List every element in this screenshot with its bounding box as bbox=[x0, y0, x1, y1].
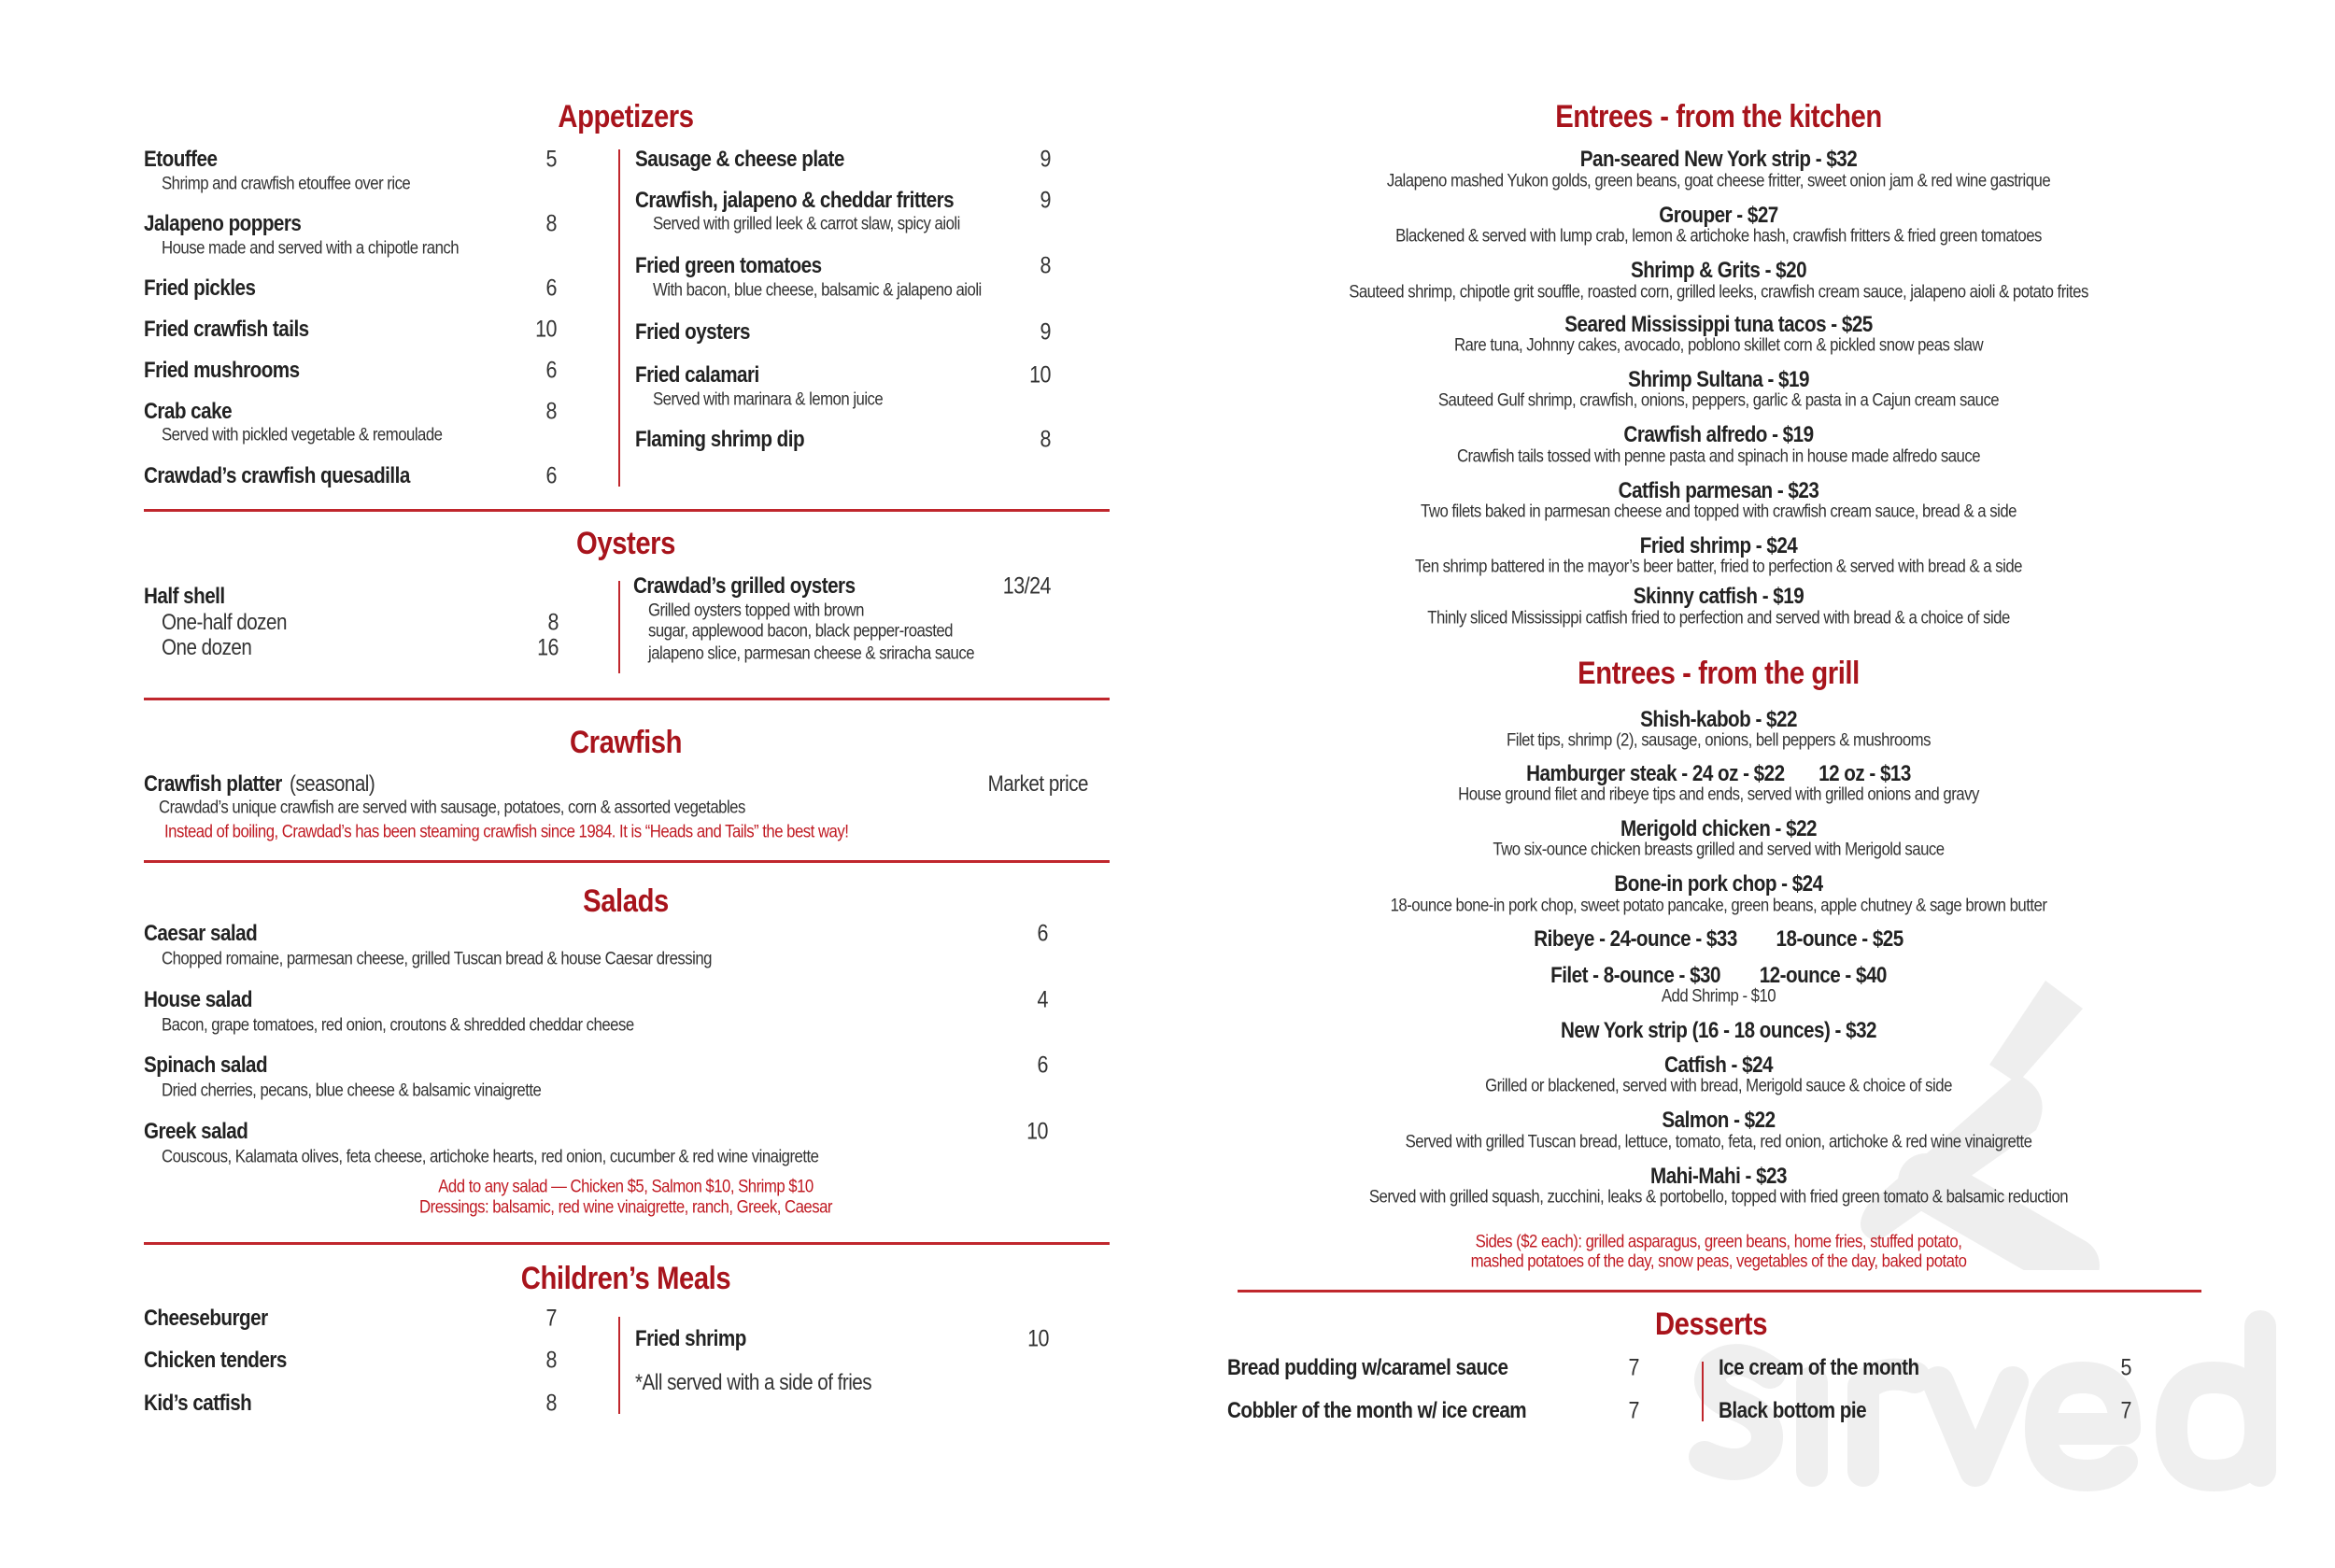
entree-description: 18-ounce bone-in pork chop, sweet potato pancake, green beans, apple chutney & sage brown butter bbox=[1390, 894, 2047, 915]
menu-item-price: 8 bbox=[1040, 252, 1052, 279]
menu-item-name: Etouffee bbox=[143, 147, 218, 173]
entree-description: Served with grilled squash, zucchini, leaks & portobello, topped with fried green tomato & balsamic reduction bbox=[1368, 1186, 2068, 1208]
dessert-price: 7 bbox=[1628, 1354, 1639, 1381]
section-divider bbox=[144, 698, 1110, 700]
entree-description: Crawfish tails tossed with penne pasta and spinach in house made alfredo sauce bbox=[1456, 445, 1980, 467]
menu-item-description: sugar, applewood bacon, black pepper-roasted bbox=[647, 620, 953, 642]
menu-item-description: Crawdad’s unique crawfish are served with sausage, potatoes, corn & assorted vegetables bbox=[158, 797, 745, 818]
entree-name: Seared Mississippi tuna tacos - $25 bbox=[1564, 311, 1873, 337]
menu-item-price: 6 bbox=[545, 462, 558, 489]
option-price: 8 bbox=[547, 609, 559, 636]
salad-note: Dressings: balsamic, red wine vinaigrette, ranch, Greek, Caesar bbox=[418, 1196, 832, 1218]
entree-name: Hamburger steak - 24 oz - $22 12 oz - $13 bbox=[1525, 760, 1911, 786]
menu-item-name: Kid’s catfish bbox=[143, 1391, 252, 1417]
menu-item-name: Flaming shrimp dip bbox=[634, 427, 804, 453]
entree-name: Pan-seared New York strip - $32 bbox=[1579, 147, 1857, 173]
entree-description: Blackened & served with lump crab, lemon & artichoke hash, crawfish fritters & fried green tomatoes bbox=[1394, 225, 2042, 247]
entree-description: Sauteed Gulf shrimp, crawfish, onions, peppers, garlic & pasta in a Cajun cream sauce bbox=[1437, 389, 1999, 411]
section-title-desserts: Desserts bbox=[1654, 1307, 1767, 1343]
entree-name: Filet - 8-ounce - $30 12-ounce - $40 bbox=[1550, 962, 1887, 988]
column-divider bbox=[618, 149, 620, 487]
dessert-name: Cobbler of the month w/ ice cream bbox=[1227, 1398, 1527, 1424]
entree-name: Grouper - $27 bbox=[1659, 202, 1778, 228]
menu-item-qualifier: (seasonal) bbox=[289, 770, 375, 797]
menu-item-name: Sausage & cheese plate bbox=[634, 147, 844, 173]
menu-item-name: Crawfish platter bbox=[143, 770, 282, 797]
section-title-crawfish: Crawfish bbox=[569, 724, 682, 760]
dessert-name: Bread pudding w/caramel sauce bbox=[1227, 1354, 1508, 1380]
entree-description: Sauteed shrimp, chipotle grit souffle, roasted corn, grilled leeks, crawfish cream sauce, jalapeno aioli & potato frites bbox=[1348, 280, 2088, 302]
entree-name: Fried shrimp - $24 bbox=[1639, 532, 1798, 558]
menu-item-name: Fried pickles bbox=[143, 275, 256, 302]
dessert-name: Black bottom pie bbox=[1718, 1398, 1866, 1424]
menu-item-description: jalapeno slice, parmesan cheese & sriracha sauce bbox=[647, 643, 974, 664]
sides-note: mashed potatoes of the day, snow peas, vegetables of the day, baked potato bbox=[1470, 1250, 1967, 1272]
menu-item-price: 9 bbox=[1040, 318, 1052, 346]
menu-item-name: Fried green tomatoes bbox=[634, 253, 822, 279]
menu-item-price: 9 bbox=[1040, 187, 1052, 214]
entree-name: Ribeye - 24-ounce - $33 18-ounce - $25 bbox=[1534, 926, 1903, 953]
menu-item-price: 13/24 bbox=[1002, 572, 1052, 600]
menu-item-name: Crab cake bbox=[143, 398, 232, 424]
entree-description: House ground filet and ribeye tips and ends, served with grilled onions and gravy bbox=[1457, 784, 1979, 805]
menu-item-name: Crawdad’s crawfish quesadilla bbox=[143, 462, 410, 488]
entree-name: Shrimp & Grits - $20 bbox=[1630, 258, 1806, 284]
menu-item-price: 5 bbox=[545, 146, 558, 173]
menu-item-name: Spinach salad bbox=[143, 1052, 267, 1079]
menu-item-price: Market price bbox=[987, 770, 1089, 797]
menu-item-price: 10 bbox=[535, 316, 558, 343]
entree-name: Shish-kabob - $22 bbox=[1639, 706, 1797, 732]
menu-item-name: Greek salad bbox=[143, 1118, 248, 1144]
column-divider bbox=[1702, 1362, 1704, 1421]
menu-item-description: Grilled oysters topped with brown bbox=[647, 600, 864, 621]
menu-item-name: Fried mushrooms bbox=[143, 358, 300, 384]
menu-item-name: Chicken tenders bbox=[143, 1347, 287, 1373]
menu-item-name: Fried oysters bbox=[634, 318, 750, 345]
menu-item-description: Served with marinara & lemon juice bbox=[652, 388, 883, 410]
menu-item-description: House made and served with a chipotle ranch bbox=[162, 237, 460, 259]
menu-item-description: Bacon, grape tomatoes, red onion, croutons & shredded cheddar cheese bbox=[162, 1014, 634, 1036]
menu-item-name: Fried shrimp bbox=[634, 1326, 746, 1352]
option-label: One dozen bbox=[162, 634, 252, 660]
menu-item-price: 9 bbox=[1040, 146, 1052, 173]
menu-item-description: Chopped romaine, parmesan cheese, grilled Tuscan bread & house Caesar dressing bbox=[162, 948, 713, 969]
entree-description: Rare tuna, Johnny cakes, avocado, poblono skillet corn & pickled snow peas slaw bbox=[1453, 334, 1983, 356]
section-divider bbox=[144, 860, 1110, 863]
entree-name: Crawfish alfredo - $19 bbox=[1623, 422, 1814, 448]
sides-note: Sides ($2 each): grilled asparagus, green beans, home fries, stuffed potato, bbox=[1475, 1231, 1962, 1252]
menu-item-name: Cheeseburger bbox=[143, 1305, 268, 1331]
menu-item-name: Half shell bbox=[143, 584, 225, 610]
menu-item-name: Crawfish, jalapeno & cheddar fritters bbox=[634, 187, 954, 213]
entree-name: New York strip (16 - 18 ounces) - $32 bbox=[1560, 1018, 1876, 1044]
menu-item-price: 8 bbox=[545, 398, 558, 425]
section-divider bbox=[144, 1242, 1110, 1245]
entree-name: Catfish parmesan - $23 bbox=[1618, 477, 1819, 503]
entree-description: Add Shrimp - $10 bbox=[1661, 985, 1776, 1007]
menu-item-description: Dried cherries, pecans, blue cheese & balsamic vinaigrette bbox=[162, 1080, 542, 1101]
menu-item-price: 6 bbox=[1037, 1052, 1048, 1079]
option-price: 16 bbox=[536, 634, 559, 661]
fork-watermark-icon bbox=[1831, 962, 2111, 1270]
entree-name: Merigold chicken - $22 bbox=[1620, 815, 1817, 841]
entree-description: Grilled or blackened, served with bread, Merigold sauce & choice of side bbox=[1484, 1075, 1952, 1096]
menu-item-price: 6 bbox=[545, 357, 558, 384]
section-title-entrees-kitchen: Entrees - from the kitchen bbox=[1555, 99, 1882, 134]
section-title-oysters: Oysters bbox=[575, 525, 675, 561]
section-divider bbox=[144, 509, 1110, 512]
childrens-note: *All served with a side of fries bbox=[634, 1369, 871, 1395]
menu-item-description: Couscous, Kalamata olives, feta cheese, artichoke hearts, red onion, cucumber & red wine vinaigrette bbox=[162, 1146, 819, 1167]
menu-item-price: 8 bbox=[545, 1347, 558, 1374]
entree-description: Two six-ounce chicken breasts grilled and served with Merigold sauce bbox=[1493, 839, 1945, 860]
menu-item-name: Fried crawfish tails bbox=[143, 316, 309, 342]
menu-item-price: 6 bbox=[545, 275, 558, 302]
dessert-price: 5 bbox=[2120, 1354, 2132, 1381]
column-divider bbox=[618, 581, 620, 673]
menu-item-name: Crawdad’s grilled oysters bbox=[632, 573, 856, 600]
menu-item-description: Shrimp and crawfish etouffee over rice bbox=[162, 173, 411, 194]
dessert-price: 7 bbox=[2120, 1397, 2132, 1424]
menu-item-price: 8 bbox=[1040, 426, 1052, 453]
menu-item-description: Served with grilled leek & carrot slaw, spicy aioli bbox=[652, 213, 960, 234]
section-title-appetizers: Appetizers bbox=[558, 99, 694, 134]
menu-item-price: 8 bbox=[545, 1390, 558, 1417]
menu-item-name: Jalapeno poppers bbox=[143, 211, 302, 237]
menu-item-price: 6 bbox=[1037, 920, 1048, 947]
entree-name: Bone-in pork chop - $24 bbox=[1614, 871, 1823, 897]
column-divider bbox=[618, 1317, 620, 1414]
entree-description: Thinly sliced Mississippi catfish fried to perfection and served with bread & a choice of side bbox=[1427, 607, 2010, 629]
menu-item-price: 7 bbox=[545, 1305, 558, 1332]
entree-name: Catfish - $24 bbox=[1663, 1052, 1773, 1079]
dessert-name: Ice cream of the month bbox=[1718, 1354, 1919, 1380]
dessert-price: 7 bbox=[1628, 1397, 1639, 1424]
menu-item-name: House salad bbox=[143, 986, 252, 1012]
menu-item-name: Fried calamari bbox=[634, 362, 759, 388]
entree-name: Mahi-Mahi - $23 bbox=[1649, 1163, 1787, 1189]
entree-description: Two filets baked in parmesan cheese and topped with crawfish cream sauce, bread & a side bbox=[1420, 501, 2017, 522]
entree-name: Shrimp Sultana - $19 bbox=[1627, 367, 1809, 393]
section-divider bbox=[1238, 1290, 2201, 1293]
entree-description: Filet tips, shrimp (2), sausage, onions, bell peppers & mushrooms bbox=[1506, 729, 1931, 751]
section-title-childrens-meals: Children’s Meals bbox=[520, 1260, 731, 1296]
menu-item-price: 10 bbox=[1026, 1118, 1048, 1145]
entree-name: Salmon - $22 bbox=[1662, 1108, 1776, 1134]
section-title-salads: Salads bbox=[583, 883, 669, 919]
menu-item-description: With bacon, blue cheese, balsamic & jalapeno aioli bbox=[652, 279, 982, 301]
entree-description: Served with grilled Tuscan bread, lettuce, tomato, feta, red onion, artichoke & red wine vinaigrette bbox=[1405, 1131, 2032, 1152]
menu-item-price: 10 bbox=[1027, 1325, 1050, 1352]
entree-description: Ten shrimp battered in the mayor’s beer batter, fried to perfection & served with bread & a side bbox=[1414, 556, 2022, 577]
section-title-entrees-grill: Entrees - from the grill bbox=[1577, 656, 1860, 692]
menu-item-price: 4 bbox=[1037, 986, 1048, 1013]
crawfish-note: Instead of boiling, Crawdad’s has been steaming crawfish since 1984. It is “Heads and Tails” the best way! bbox=[164, 821, 849, 842]
entree-description: Jalapeno mashed Yukon golds, green beans, goat cheese fritter, sweet onion jam & red wine gastrique bbox=[1386, 170, 2050, 191]
menu-item-price: 10 bbox=[1029, 361, 1052, 388]
menu-item-price: 8 bbox=[545, 210, 558, 237]
menu-item-name: Caesar salad bbox=[143, 921, 258, 947]
menu-item-description: Served with pickled vegetable & remoulade bbox=[162, 424, 443, 445]
salad-note: Add to any salad — Chicken $5, Salmon $10, Shrimp $10 bbox=[438, 1176, 814, 1197]
entree-name: Skinny catfish - $19 bbox=[1633, 584, 1804, 610]
option-label: One-half dozen bbox=[162, 609, 287, 635]
